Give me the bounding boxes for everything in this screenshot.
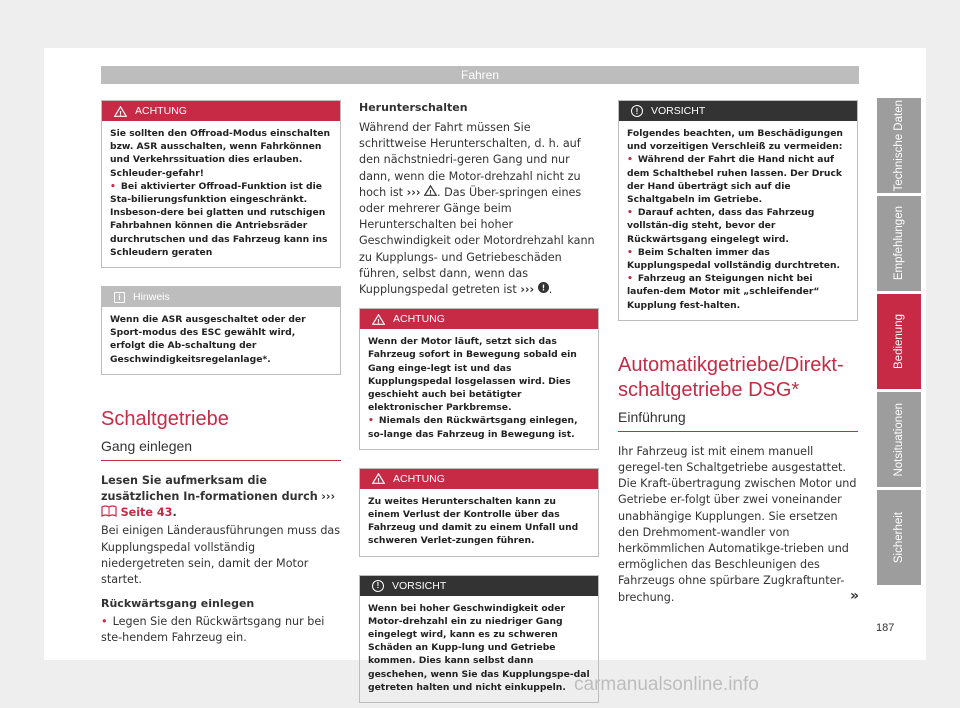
caution-bullet: • Beim Schalten immer das Kupplungspedal vollständig durchtreten. (627, 246, 849, 272)
caution-box-header (619, 101, 857, 121)
warning-triangle-icon (114, 106, 127, 117)
paragraph-text: Während der Fahrt müssen Sie schrittweise Herunterschalten, d. h. auf den nächstniedri-geren Gang und nur dann, wenn die Motor-drehzahl nicht zu hoch ist (359, 121, 581, 199)
warning-triangle-icon (424, 185, 437, 196)
page-header: Fahren (101, 66, 859, 84)
paragraph: Ihr Fahrzeug ist mit einem manuell geregel-ten Schaltgetriebe ausgestattet. Die Kraft-übertragung zwischen Motor und Getriebe er-folgt über zwei voneinander unabhängige Kupplungen. Sie ersetzen den Drehmoment-wandler von herkömmlichen Automatikge-trieben und ermöglichen das Beschleunigen des Fahrzeugs ohne spürbare Zugkraftunter-brechung. (618, 444, 857, 604)
tab-technische-daten[interactable] (877, 98, 921, 193)
paragraph-text: . Das Über-springen eines oder mehrerer Gänge beim Herunterschalten bei hoher Geschwindigkeit oder Motordrehzahl kann zu Kupplungs- und Getriebeschäden führen, selbst dann, wenn das Kupplungspedal getreten ist (359, 185, 595, 297)
note-box-header (102, 287, 340, 307)
caution-box-header (360, 576, 598, 596)
paragraph: Während der Fahrt müssen Sie schrittweise Herunterschalten, d. h. auf den nächstniedri-geren Gang und nur dann, wenn die Motor-drehzahl nicht zu hoch ist ››› ! . Das Über-springen eines oder mehrerer Gänge beim Herunterschalten bei hoher Geschwindigkeit oder Motordrehzahl kann zu Kupplungs- und Getriebeschäden führen, selbst dann, wenn das Kupplungspedal getreten ist ››› ! . (359, 121, 595, 297)
tab-label: Technische Daten (893, 99, 905, 192)
svg-text:!: ! (541, 283, 545, 293)
continue-icon: » (850, 588, 860, 604)
warning-text: Zu weites Herunterschalten kann zu einem Verlust der Kontrolle über das Fahrzeug und damit zu einem Unfall und schweren Verlet-zungen führen. (368, 495, 579, 547)
svg-text:!: ! (429, 188, 433, 196)
warning-text: Sie sollten den Offroad-Modus einschalten bzw. ASR ausschalten, wenn Fahrkönnen und Verkehrssituation dies erlauben. Schleuder-gefahr! (110, 128, 330, 179)
info-icon: i (114, 292, 125, 303)
warning-label: ACHTUNG (393, 313, 445, 326)
tab-label: Notsituationen (893, 402, 905, 477)
svg-text:!: ! (377, 476, 380, 485)
caution-text: Wenn bei hoher Geschwindigkeit oder Motor-drehzahl ein zu niedriger Gang eingelegt wird, kann es zu schweren Schäden an Kupp-lung und Getriebe kommen. Dies kann selbst dann geschehen, wenn Sie das Kupplungspe-dal getreten halten und nicht einkuppeln. (368, 602, 590, 693)
section-title: Automatikgetriebe/Direkt-schaltgetriebe DSG* (618, 353, 844, 401)
column-left (101, 100, 341, 647)
arrow-icon: ››› (520, 283, 535, 297)
subheading: Rückwärtsgang einlegen (101, 597, 255, 611)
bullet-item: • Legen Sie den Rückwärtsgang nur bei ste-hendem Fahrzeug ein. (101, 614, 341, 646)
warning-bullet: • Niemals den Rückwärtsgang einlegen, so-lange das Fahrzeug in Bewegung ist. (368, 414, 590, 440)
caution-label: VORSICHT (392, 579, 447, 592)
warning-text: Wenn der Motor läuft, setzt sich das Fahrzeug sofort in Bewegung sobald ein Gang einge-legt ist und das Kupplungspedal losgelassen wird. Dies geschieht auch bei betätigter elektronischer Parkbremse. (368, 336, 577, 414)
svg-text:!: ! (119, 108, 122, 117)
note-box (101, 286, 341, 375)
warning-triangle-icon (372, 314, 385, 325)
tab-notsituationen[interactable] (877, 392, 921, 487)
warning-box-header (360, 469, 598, 489)
tab-sicherheit[interactable] (877, 490, 921, 585)
caution-bullet: • Fahrzeug an Steigungen nicht bei laufen-dem Motor mit „schleifender“ Kupplung fest-halten. (627, 272, 849, 312)
watermark: carmanualsonline.info (574, 674, 759, 695)
arrow-icon: ››› (406, 185, 421, 199)
caution-intro: Folgendes beachten, um Beschädigungen und vorzeitigen Verschleiß zu vermeiden: (627, 128, 843, 153)
svg-text:!: ! (377, 317, 380, 325)
tab-label: Bedienung (893, 314, 905, 369)
section-title: Schaltgetriebe (101, 407, 229, 430)
warning-box (101, 100, 341, 268)
warning-label: ACHTUNG (393, 472, 445, 485)
caution-icon: ! (631, 105, 643, 117)
warning-triangle-icon (372, 473, 385, 484)
caution-label: VORSICHT (651, 105, 706, 117)
chapter-sidebar (877, 98, 921, 588)
page-number: 187 (876, 622, 895, 634)
paragraph: Bei einigen Länderausführungen muss das Kupplungspedal vollständig niedergetreten sein, damit der Motor startet. (101, 524, 341, 587)
page-link[interactable]: Seite 43 (120, 506, 173, 520)
subheading: Herunterschalten (359, 101, 468, 114)
arrow-icon: ››› (321, 490, 336, 504)
read-info-paragraph: Lesen Sie aufmerksam die zusätzlichen In-formationen durch ››› Seite 43. (101, 473, 336, 520)
tab-label: Sicherheit (893, 511, 905, 564)
section-subtitle: Gang einlegen (101, 438, 341, 461)
warning-box-header (102, 101, 340, 121)
caution-bullet: • Darauf achten, dass das Fahrzeug vollstän-dig steht, bevor der Rückwärtsgang eingelegt wird. (627, 206, 849, 246)
tab-empfehlungen[interactable] (877, 196, 921, 291)
caution-icon: ! (372, 580, 384, 592)
caution-box (618, 100, 858, 321)
column-right (618, 100, 858, 606)
note-text: Wenn die ASR ausgeschaltet oder der Sport-modus des ESC gewählt wird, erfolgt die Ab-schaltung der Geschwindigkeitsregelanlage*. (110, 314, 306, 365)
column-middle (359, 100, 599, 703)
warning-label: ACHTUNG (135, 105, 187, 117)
warning-bullet: • Bei aktivierter Offroad-Funktion ist die Sta-bilierungsfunktion eingeschränkt. Insbeson-dere bei glatten und rutschigen Fahrbahnen können die Antriebsräder durchrutschen und das Fahrzeug kann ins Schleudern geraten (110, 180, 332, 259)
tab-bedienung[interactable] (877, 294, 921, 389)
read-info-text: Lesen Sie aufmerksam die zusätzlichen In-formationen durch (101, 473, 318, 504)
book-icon (101, 505, 117, 517)
tab-label: Empfehlungen (893, 206, 905, 281)
caution-box (359, 575, 599, 703)
warning-box (359, 308, 599, 450)
warning-box-header (360, 309, 598, 329)
section-subtitle: Einführung (618, 409, 858, 432)
warning-box (359, 468, 599, 557)
caution-circle-icon (538, 282, 549, 293)
note-label: Hinweis (133, 291, 170, 304)
caution-bullet: • Während der Fahrt die Hand nicht auf dem Schalthebel ruhen lassen. Der Druck der Hand überträgt sich auf die Schaltgabeln im Getriebe. (627, 153, 849, 206)
